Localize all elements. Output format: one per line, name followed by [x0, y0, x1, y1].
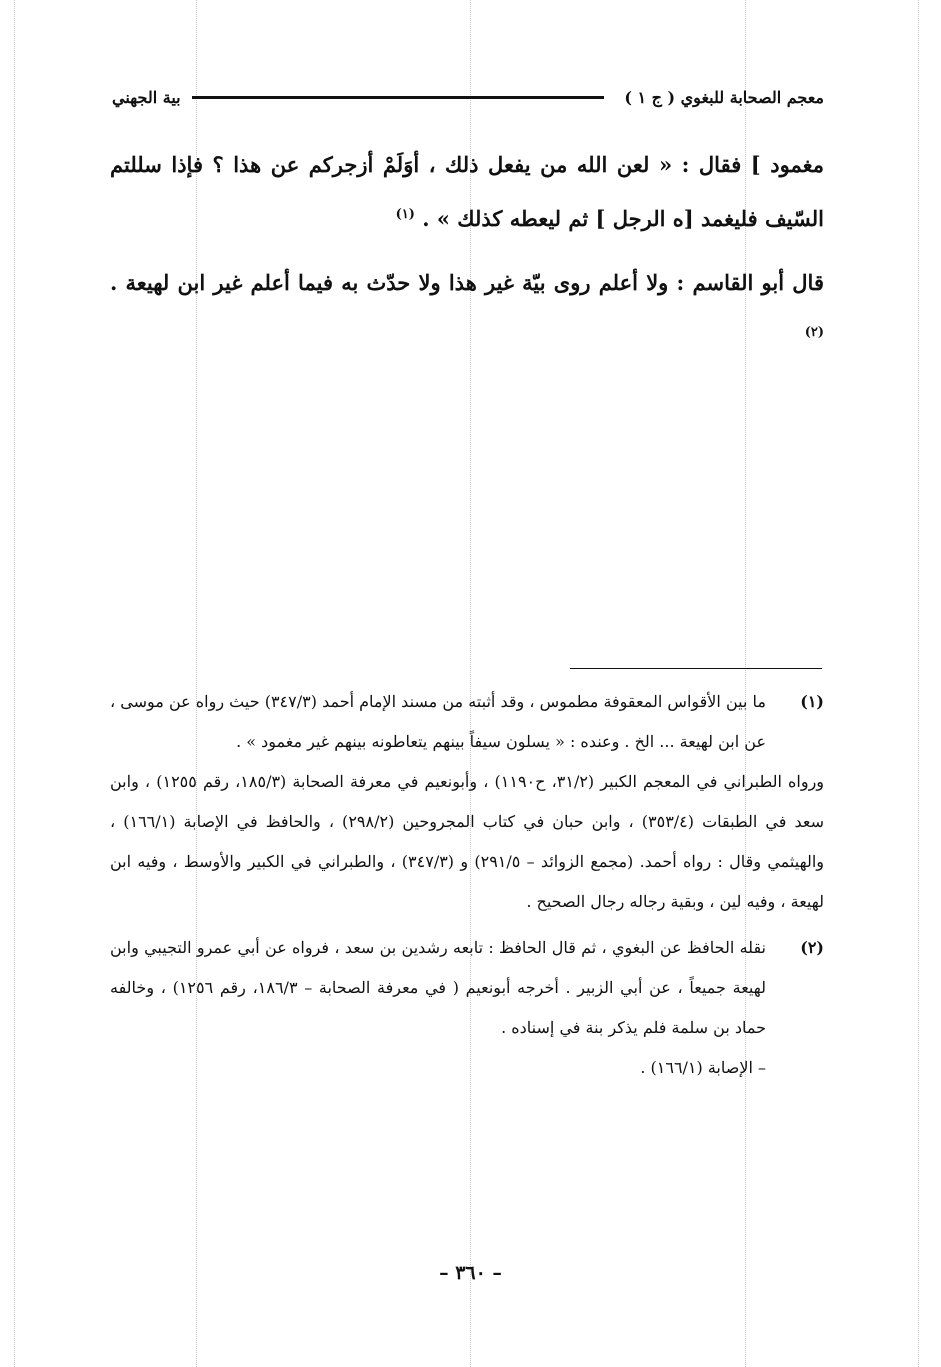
footnote-paragraph: نقله الحافظ عن البغوي ، ثم قال الحافظ : تابعه رشدين بن سعد ، فرواه عن أبي عمرو التجيبي وابن لهيعة جميعاً ، عن أبي الزبير . أخرجه أبونعيم ( في معرفة الصحابة – ١٨٦/٣، رقم ١٢٥٦) ، وخالفه حماد بن سلمة فلم يذكر بنة في إسناده .	[110, 938, 766, 1037]
main-paragraph-text: مغمود ] فقال : « لعن الله من يفعل ذلك ، أوَلَمْ أزجركم عن هذا ؟ فإذا سللتم السّيف فليغمد [ه الرجل ] ثم ليعطه كذلك » .	[110, 152, 824, 231]
main-paragraph-text: قال أبو القاسم : ولا أعلم روى بيّة غير هذا ولا حدّث به فيما أعلم غير ابن لهيعة .	[110, 270, 824, 295]
footnote-reference: (١)	[395, 207, 415, 222]
main-text	[110, 140, 824, 376]
footnote-paragraph: – الإصابة (١٦٦/١) .	[640, 1058, 766, 1077]
book-title: معجم الصحابة للبغوي ( ج ١ )	[624, 88, 824, 107]
footnote-separator	[570, 668, 822, 669]
scan-dotted-line-right	[918, 0, 919, 1367]
footnote-paragraph: ما بين الأقواس المعقوفة مطموس ، وقد أثبته من مسند الإمام أحمد (٣٤٧/٣) حيث رواه عن موسى ، عن ابن لهيعة ... الخ . وعنده : « يسلون سيفاً بينهم يتعاطونه بينهم غير مغمود » .	[110, 692, 766, 751]
footnote-paragraph: ورواه الطبراني في المعجم الكبير (٣١/٢، ح١١٩٠) ، وأبونعيم في معرفة الصحابة (١٨٥/٣، رقم ١٢٥٥) ، وابن سعد في الطبقات (٣٥٣/٤) ، وابن حبان في كتاب المجروحين (٢٩٨/٢) ، والحافظ في الإصابة (١٦٦/١) ، والهيثمي وقال : رواه أحمد. (مجمع الزوائد – ٢٩١/٥) و (٣٤٧/٣) ، والطبراني في الكبير والأوسط ، وفيه ابن لهيعة ، وفيه لين ، وبقية رجاله رجال الصحيح .	[110, 772, 825, 911]
footnote-number: (١)	[800, 692, 824, 711]
footnotes	[110, 682, 824, 1088]
footnote	[110, 928, 824, 1088]
main-paragraph	[110, 140, 824, 244]
running-header	[112, 88, 824, 114]
footnote	[110, 682, 824, 922]
page-number: – ٣٦٠ –	[439, 1262, 502, 1284]
footnote-number: (٢)	[800, 938, 824, 957]
scan-dotted-line-left	[14, 0, 15, 1367]
entry-name: بية الجهني	[112, 88, 181, 107]
main-paragraph	[110, 258, 824, 362]
header-rule	[192, 96, 604, 99]
footnote-reference: (٢)	[804, 325, 824, 340]
